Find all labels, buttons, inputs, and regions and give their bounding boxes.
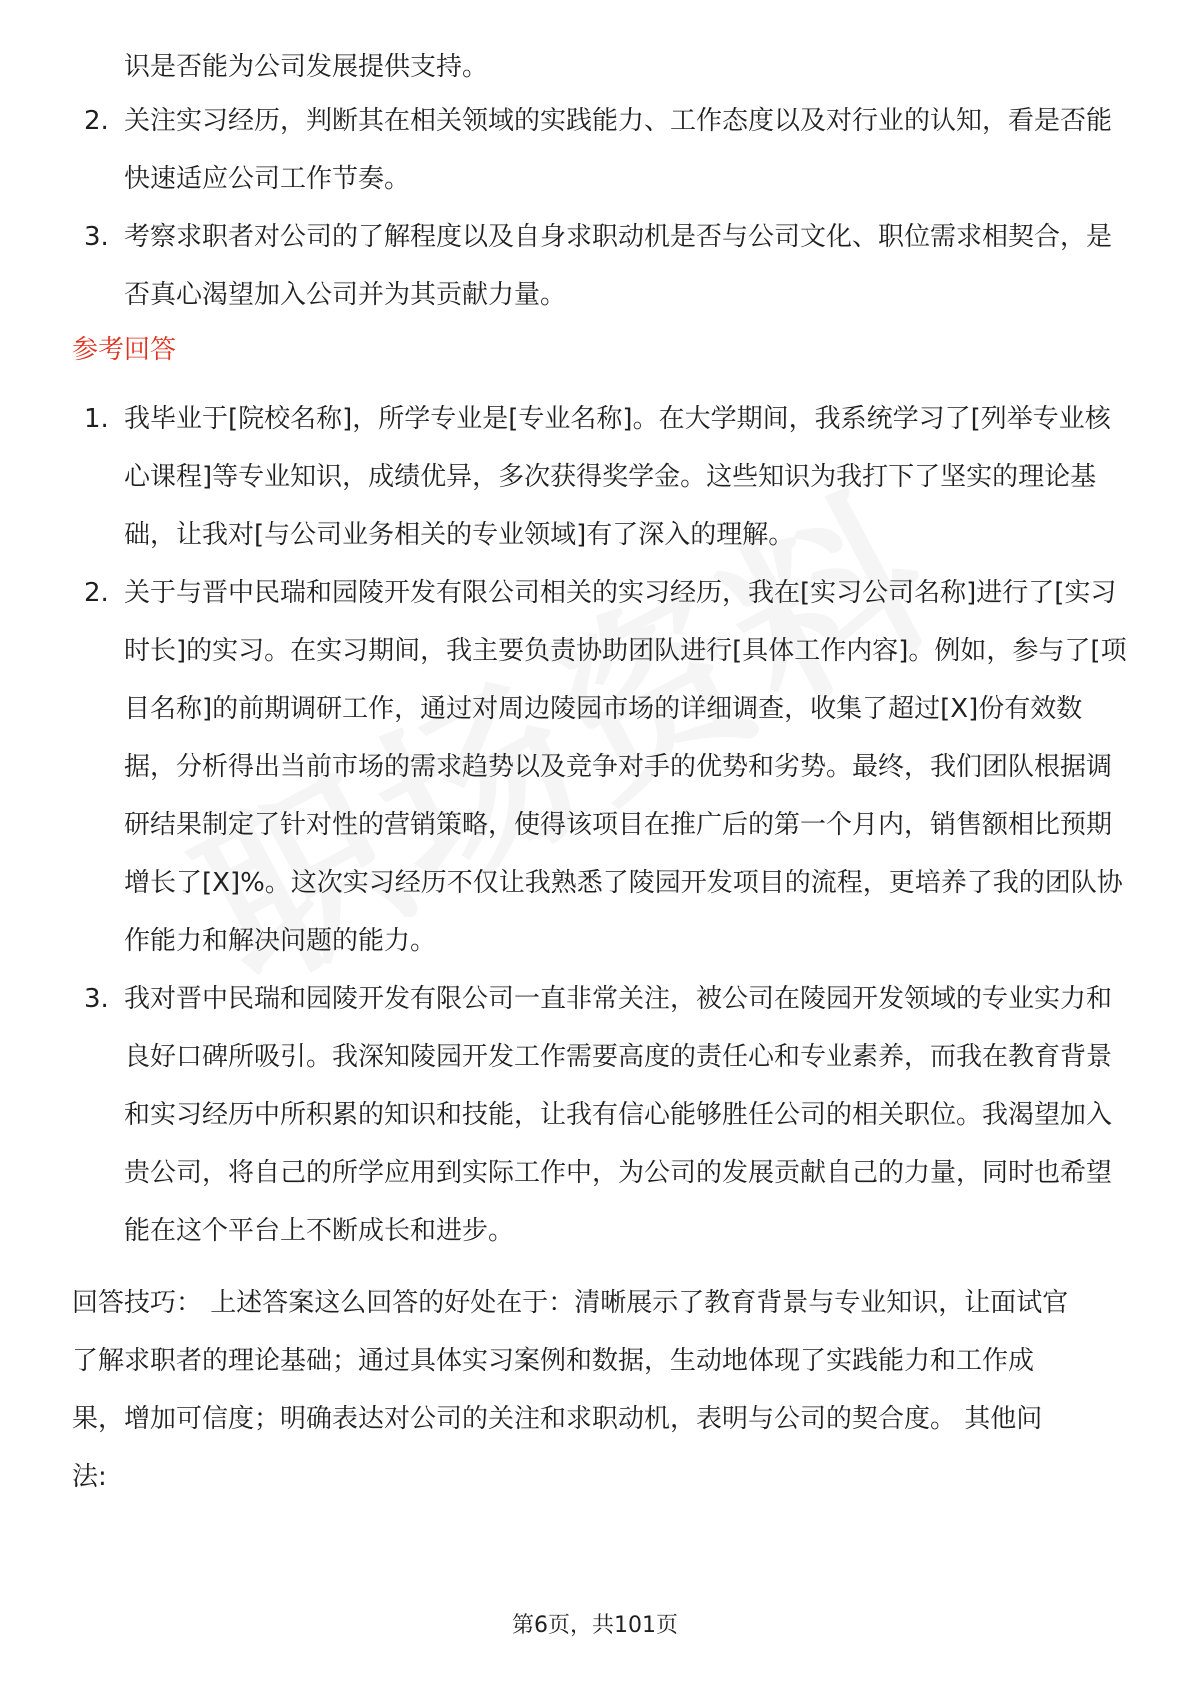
- list-item: [72, 970, 1132, 1260]
- intro-continuation: 识是否能为公司发展提供支持。: [124, 52, 489, 82]
- list-item-number: 2.: [84, 106, 109, 136]
- list-item-number: 1.: [84, 404, 109, 434]
- list-item: [72, 208, 1132, 324]
- page-number-footer: 第6页，共101页: [512, 1613, 678, 1638]
- list-item-number: 3.: [84, 222, 109, 252]
- list-item-text: 我毕业于[院校名称]，所学专业是[专业名称]。在大学期间，我系统学习了[列举专业核心课程]等专业知识，成绩优异，多次获得奖学金。这些知识为我打下了坚实的理论基础，让我对[与公司业务相关的专业领域]有了深入的理解。: [124, 404, 1111, 550]
- list-item-text: 关注实习经历，判断其在相关领域的实践能力、工作态度以及对行业的认知，看是否能快速适应公司工作节奏。: [124, 106, 1113, 194]
- list-item: [72, 92, 1132, 208]
- answer-tips-paragraph: 回答技巧： 上述答案这么回答的好处在于：清晰展示了教育背景与专业知识，让面试官了解求职者的理论基础；通过具体实习案例和数据，生动地体现了实践能力和工作成果，增加可信度；明确表达对公司的关注和求职动机，表明与公司的契合度。 其他问法:: [72, 1288, 1069, 1492]
- list-item-number: 3.: [84, 984, 109, 1014]
- list-item-text: 关于与晋中民瑞和园陵开发有限公司相关的实习经历，我在[实习公司名称]进行了[实习时长]的实习。在实习期间，我主要负责协助团队进行[具体工作内容]。例如，参与了[项目名称]的前期调研工作，通过对周边陵园市场的详细调查，收集了超过[X]份有效数据，分析得出当前市场的需求趋势以及竞争对手的优势和劣势。最终，我们团队根据调研结果制定了针对性的营销策略，使得该项目在推广后的第一个月内，销售额相比预期增长了[X]%。这次实习经历不仅让我熟悉了陵园开发项目的流程，更培养了我的团队协作能力和解决问题的能力。: [124, 578, 1127, 956]
- answers-list: [72, 390, 1132, 1260]
- list-item-text: 考察求职者对公司的了解程度以及自身求职动机是否与公司文化、职位需求相契合，是否真心渴望加入公司并为其贡献力量。: [124, 222, 1113, 310]
- list-item: [72, 390, 1132, 564]
- list-item-number: 2.: [84, 578, 109, 608]
- list-item: [72, 564, 1132, 970]
- list-item-text: 我对晋中民瑞和园陵开发有限公司一直非常关注，被公司在陵园开发领域的专业实力和良好口碑所吸引。我深知陵园开发工作需要高度的责任心和专业素养，而我在教育背景和实习经历中所积累的知识和技能，让我有信心能够胜任公司的相关职位。我渴望加入贵公司，将自己的所学应用到实际工作中，为公司的发展贡献自己的力量，同时也希望能在这个平台上不断成长和进步。: [124, 984, 1113, 1246]
- evaluation-points-list: [72, 92, 1132, 324]
- section-title: 参考回答: [72, 335, 177, 365]
